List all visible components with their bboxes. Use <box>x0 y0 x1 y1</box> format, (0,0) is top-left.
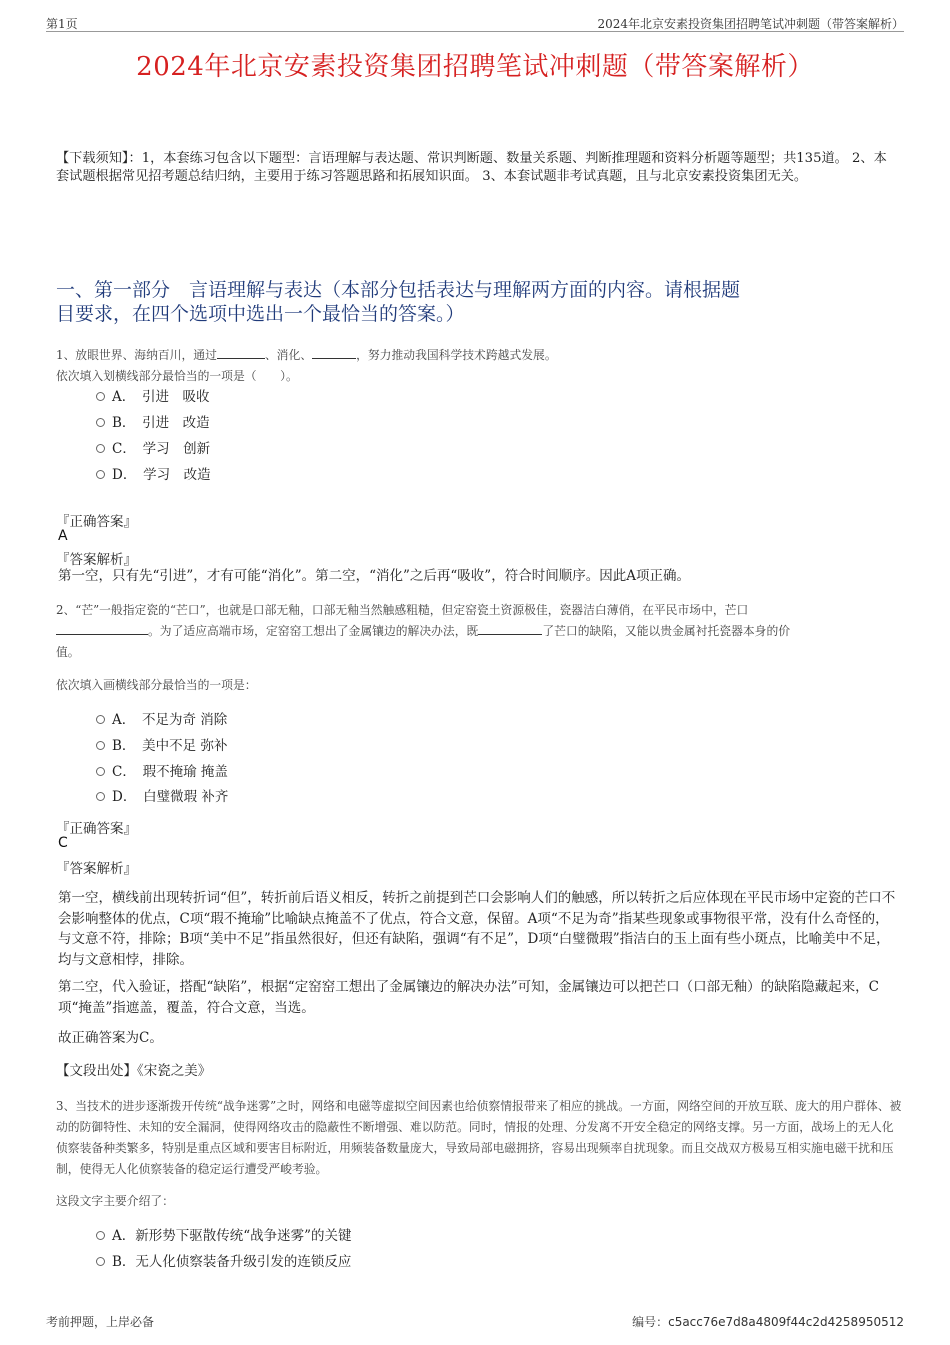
section-heading <box>56 278 906 326</box>
q2-analysis-label: 『答案解析』 <box>56 861 137 877</box>
radio-icon[interactable] <box>96 792 105 801</box>
q2-option-c[interactable]: C． 瑕不掩瑜 掩盖 <box>96 762 228 782</box>
q2-blank-1 <box>56 623 148 635</box>
radio-icon[interactable] <box>96 1231 105 1240</box>
radio-icon[interactable] <box>96 715 105 724</box>
radio-icon[interactable] <box>96 444 105 453</box>
footer-slogan: 考前押题，上岸必备 <box>46 1315 155 1329</box>
q1-answer: A <box>58 528 68 544</box>
q1-analysis: 第一空，只有先“引进”，才有可能“消化”。第二空，“消化”之后再“吸收”，符合时间顺序。因此A项正确。 <box>58 568 690 584</box>
q1-correct-label: 『正确答案』 <box>56 514 137 530</box>
q2-stem-part2: 。为了适应高端市场，定窑窑工想出了金属镶边的解决办法，既 <box>148 624 479 638</box>
q2-analysis-p1: 第一空，横线前出现转折词“但”，转折前后语义相反，转折之前提到芒口会影响人们的触感，所以转折之后应体现在平民市场中定瓷的芒口不会影响整体的优点，C项“瑕不掩瑜”比喻缺点掩盖不了优点，符合文意，保留。A项“不足为奇”指某些现象或事物很平常，没有什么奇怪的，与文意不符，排除；B项“美中不足”指虽然很好，但还有缺陷，强调“有不足”，D项“白璧微瑕”指洁白的玉上面有些小斑点，比喻美中不足，均与文意相悖，排除。 <box>58 890 896 968</box>
q2-source: 【文段出处】《宋瓷之美》 <box>56 1063 212 1079</box>
download-notice: 【下载须知】：1，本套练习包含以下题型：言语理解与表达题、常识判断题、数量关系题、判断推理题和资料分析题等题型；共135道。 2、本套试题根据常见招考题总结归纳，主要用于练习答题思路和拓展知识面。 3、本套试题非考试真题，且与北京安素投资集团无关。 <box>56 151 887 184</box>
header-divider <box>46 31 904 32</box>
q1-stem-part1: 1、放眼世界、海纳百川，通过 <box>56 348 217 362</box>
section-heading-line2: 目要求，在四个选项中选出一个最恰当的答案。） <box>56 303 465 325</box>
footer-code-label: 编号： <box>632 1315 669 1329</box>
q2-option-b[interactable]: B． 美中不足 弥补 <box>96 736 227 756</box>
radio-icon[interactable] <box>96 1257 105 1266</box>
page-number: 第1页 <box>46 17 78 31</box>
q1-prompt: 依次填入划横线部分最恰当的一项是（ ）。 <box>56 369 298 383</box>
radio-icon[interactable] <box>96 470 105 479</box>
q1-stem-part3: ，努力推动我国科学技术跨越式发展。 <box>356 348 557 362</box>
radio-icon[interactable] <box>96 392 105 401</box>
q1-option-a[interactable]: A． 引进 吸收 <box>96 387 210 407</box>
q1-stem-part2: 、消化、 <box>264 348 313 362</box>
q3-option-a[interactable]: A．新形势下驱散传统“战争迷雾”的关键 <box>96 1226 352 1246</box>
q1-stem <box>56 345 906 366</box>
q3-prompt: 这段文字主要介绍了： <box>56 1194 174 1208</box>
q1-analysis-label: 『答案解析』 <box>56 552 137 568</box>
radio-icon[interactable] <box>96 418 105 427</box>
radio-icon[interactable] <box>96 741 105 750</box>
q2-conclusion: 故正确答案为C。 <box>58 1030 163 1046</box>
document-title: 2024年北京安素投资集团招聘笔试冲刺题（带答案解析） <box>136 52 814 82</box>
footer-code <box>632 1313 904 1330</box>
q1-option-c[interactable]: C． 学习 创新 <box>96 439 210 459</box>
q3-option-b[interactable]: B．无人化侦察装备升级引发的连锁反应 <box>96 1252 351 1272</box>
q1-option-b[interactable]: B． 引进 改造 <box>96 413 210 433</box>
q2-analysis-p2: 第二空，代入验证，搭配“缺陷”，根据“定窑窑工想出了金属镶边的解决办法”可知，金属镶边可以把芒口（口部无釉）的缺陷隐藏起来，C项“掩盖”指遮盖，覆盖，符合文意，当选。 <box>58 979 879 1016</box>
q2-option-d[interactable]: D． 白璧微瑕 补齐 <box>96 787 228 807</box>
q2-stem-line2 <box>56 621 906 642</box>
running-header-title: 2024年北京安素投资集团招聘笔试冲刺题（带答案解析） <box>597 17 904 31</box>
footer-code-value: c5acc76e7d8a4809f44c2d4258950512 <box>668 1315 904 1329</box>
q2-stem-line1: 2、“芒”一般指定瓷的“芒口”，也就是口部无釉，口部无釉当然触感粗糙，但定窑瓷土资源极佳，瓷器洁白薄俏，在平民市场中，芒口 <box>56 603 749 617</box>
q1-blank-2 <box>312 347 356 359</box>
q2-option-a[interactable]: A． 不足为奇 消除 <box>96 710 227 730</box>
q2-prompt: 依次填入画横线部分最恰当的一项是： <box>56 678 257 692</box>
q2-correct-label: 『正确答案』 <box>56 821 137 837</box>
q2-stem-part3: 了芒口的缺陷，又能以贵金属衬托瓷器本身的价 <box>542 624 791 638</box>
q2-stem-line3: 值。 <box>56 645 80 659</box>
q1-blank-1 <box>217 347 265 359</box>
q3-stem: 3、当技术的进步逐渐拨开传统“战争迷雾”之时，网络和电磁等虚拟空间因素也给侦察情报带来了相应的挑战。一方面，网络空间的开放互联、庞大的用户群体、被动的防御特性、未知的安全漏洞，使得网络攻击的隐蔽性不断增强、难以防范。同时，情报的处理、分发离不开安全稳定的网络支撑。另一方面，战场上的无人化侦察装备种类繁多，特别是重点区域和要害目标附近，用频装备数量庞大，导致局部电磁拥挤，容易出现频率自扰现象。而且交战双方极易互相实施电磁干扰和压制，使得无人化侦察装备的稳定运行遭受严峻考验。 <box>56 1099 902 1176</box>
q1-option-d[interactable]: D． 学习 改造 <box>96 465 211 485</box>
radio-icon[interactable] <box>96 767 105 776</box>
q2-answer: C <box>58 835 68 851</box>
q2-blank-2 <box>478 623 542 635</box>
section-heading-line1: 一、第一部分 言语理解与表达（本部分包括表达与理解两方面的内容。请根据题 <box>56 279 741 301</box>
